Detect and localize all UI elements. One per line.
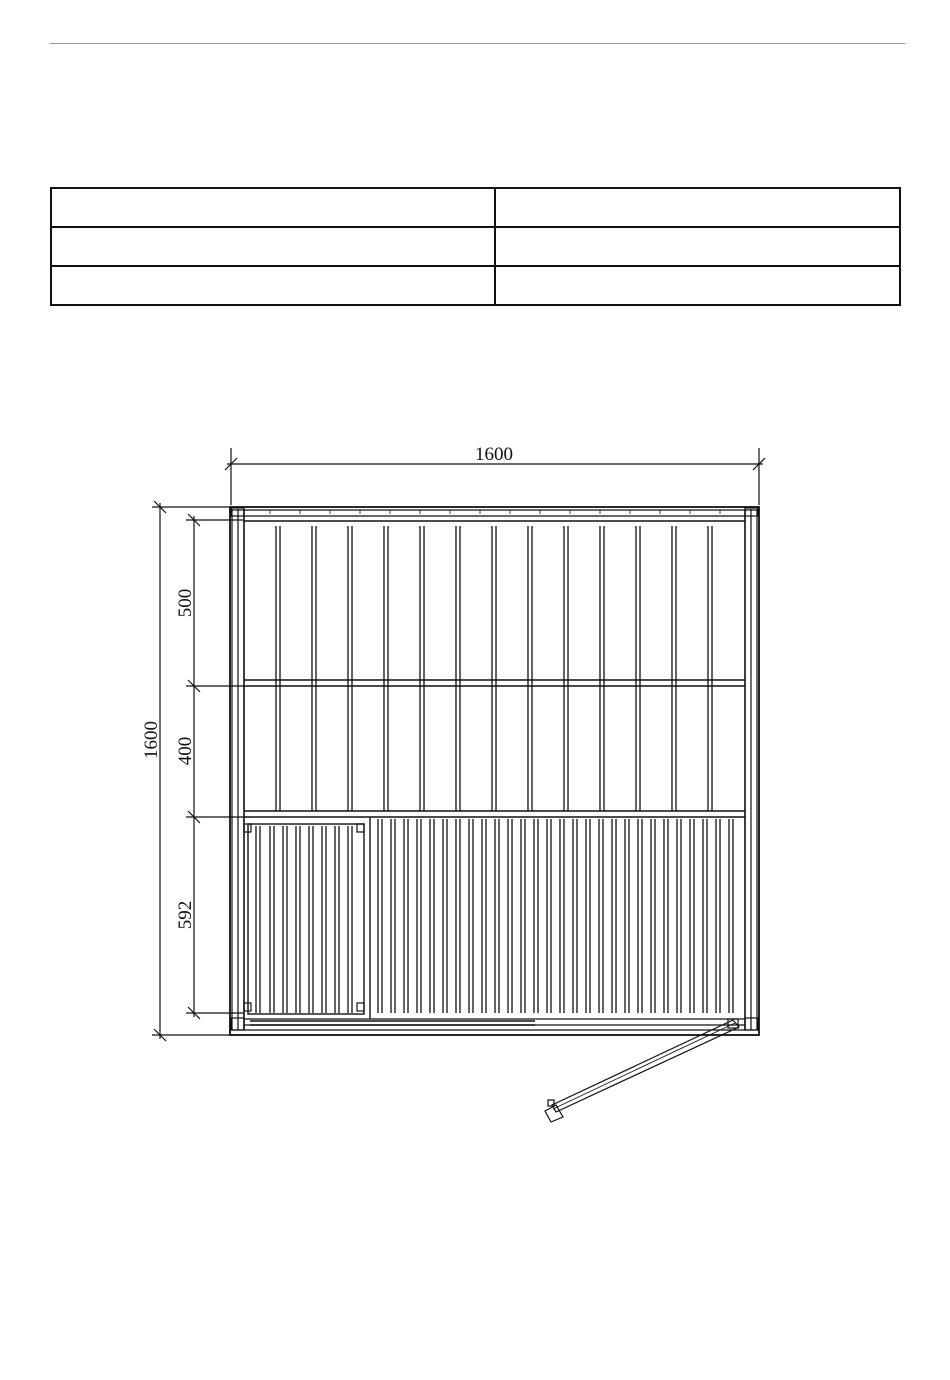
bench-frame bbox=[244, 680, 745, 817]
upper-bench-slats bbox=[276, 526, 712, 811]
lower-section-dimension-label: 592 bbox=[175, 900, 196, 930]
width-dimension bbox=[225, 444, 765, 505]
upper-bench-dimension-label: 500 bbox=[175, 588, 196, 618]
bench-dimensions bbox=[175, 514, 244, 1019]
width-dimension-label: 1600 bbox=[475, 444, 513, 465]
depth-dimension-label: 1600 bbox=[141, 721, 162, 759]
middle-bench-dimension-label: 400 bbox=[175, 736, 196, 766]
depth-dimension bbox=[141, 501, 230, 1041]
floor-grate-slats bbox=[256, 819, 733, 1013]
